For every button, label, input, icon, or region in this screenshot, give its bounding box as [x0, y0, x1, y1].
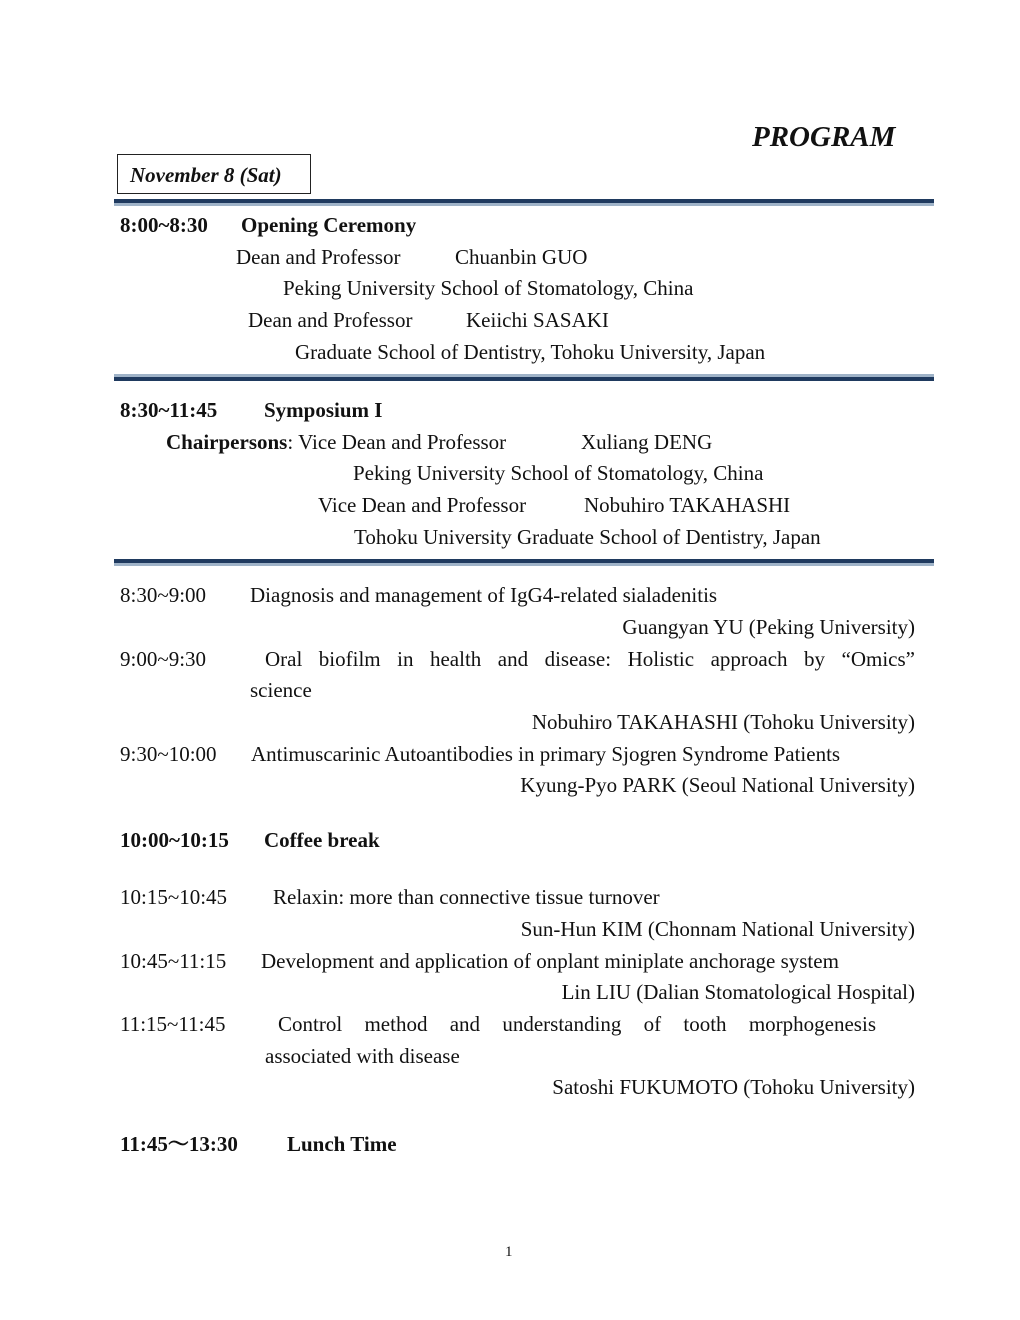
symposium-time: 8:30~11:45 [120, 398, 218, 422]
talk-1-title: Diagnosis and management of IgG4-related sialadenitis [250, 583, 718, 607]
talk-1-speaker: Guangyan YU (Peking University) [622, 615, 915, 639]
page-number: 1 [505, 1244, 513, 1260]
opening-speaker-2-affiliation: Graduate School of Dentistry, Tohoku University, Japan [295, 340, 766, 364]
chairpersons-label: Chairpersons [166, 430, 288, 454]
talk-5-speaker: Lin LIU (Dalian Stomatological Hospital) [561, 980, 915, 1004]
date-label: November 8 (Sat) [130, 163, 282, 187]
lunch-time: 11:45～13:30 [120, 1132, 238, 1156]
talk-5-time: 10:45~11:15 [120, 949, 227, 973]
talk-2-title-line1: Oral biofilm in health and disease: Holistic approach by “Omics” [265, 647, 915, 671]
talk-4-speaker: Sun-Hun KIM (Chonnam National University) [520, 917, 915, 941]
talk-2-time: 9:00~9:30 [120, 647, 207, 671]
talk-3-title: Antimuscarinic Autoantibodies in primary Sjogren Syndrome Patients [251, 742, 841, 766]
section-divider [114, 374, 934, 381]
chair-1-name: Xuliang DENG [581, 430, 713, 454]
talk-4-title: Relaxin: more than connective tissue turnover [273, 885, 660, 909]
chair-2-role: Vice Dean and Professor [318, 493, 527, 517]
talk-1-time: 8:30~9:00 [120, 583, 207, 607]
opening-speaker-1-name: Chuanbin GUO [455, 245, 588, 269]
talk-4-time: 10:15~10:45 [120, 885, 228, 909]
chair-2-name: Nobuhiro TAKAHASHI [584, 493, 791, 517]
opening-speaker-2-name: Keiichi SASAKI [466, 308, 609, 332]
talk-6-title-line2: associated with disease [265, 1044, 460, 1068]
chairpersons-line: Chairpersons: Vice Dean and Professor [166, 430, 507, 454]
lunch-label: Lunch Time [287, 1132, 397, 1156]
chair-1-role: Vice Dean and Professor [298, 430, 507, 454]
opening-time: 8:00~8:30 [120, 213, 208, 237]
opening-speaker-1-role: Dean and Professor [236, 245, 401, 269]
opening-label: Opening Ceremony [241, 213, 417, 237]
talk-3-speaker: Kyung-Pyo PARK (Seoul National University) [520, 773, 915, 797]
section-divider [114, 559, 934, 566]
talk-6-speaker: Satoshi FUKUMOTO (Tohoku University) [552, 1075, 915, 1099]
coffee-label: Coffee break [264, 828, 380, 852]
page-title: PROGRAM [752, 121, 896, 153]
date-box [117, 154, 311, 194]
opening-speaker-2-role: Dean and Professor [248, 308, 413, 332]
symposium-label: Symposium I [264, 398, 383, 422]
opening-speaker-1-affiliation: Peking University School of Stomatology, China [283, 276, 694, 300]
talk-5-title: Development and application of onplant miniplate anchorage system [261, 949, 839, 973]
section-divider [114, 199, 934, 206]
chair-2-affiliation: Tohoku University Graduate School of Dentistry, Japan [354, 525, 821, 549]
coffee-time: 10:00~10:15 [120, 828, 229, 852]
talk-2-title-line2: science [250, 678, 312, 702]
talk-3-time: 9:30~10:00 [120, 742, 217, 766]
chair-1-affiliation: Peking University School of Stomatology, China [353, 461, 764, 485]
talk-2-speaker: Nobuhiro TAKAHASHI (Tohoku University) [531, 710, 915, 734]
talk-6-title-line1: Control method and understanding of tooth morphogenesis [278, 1012, 876, 1036]
talk-6-time: 11:15~11:45 [120, 1012, 226, 1036]
